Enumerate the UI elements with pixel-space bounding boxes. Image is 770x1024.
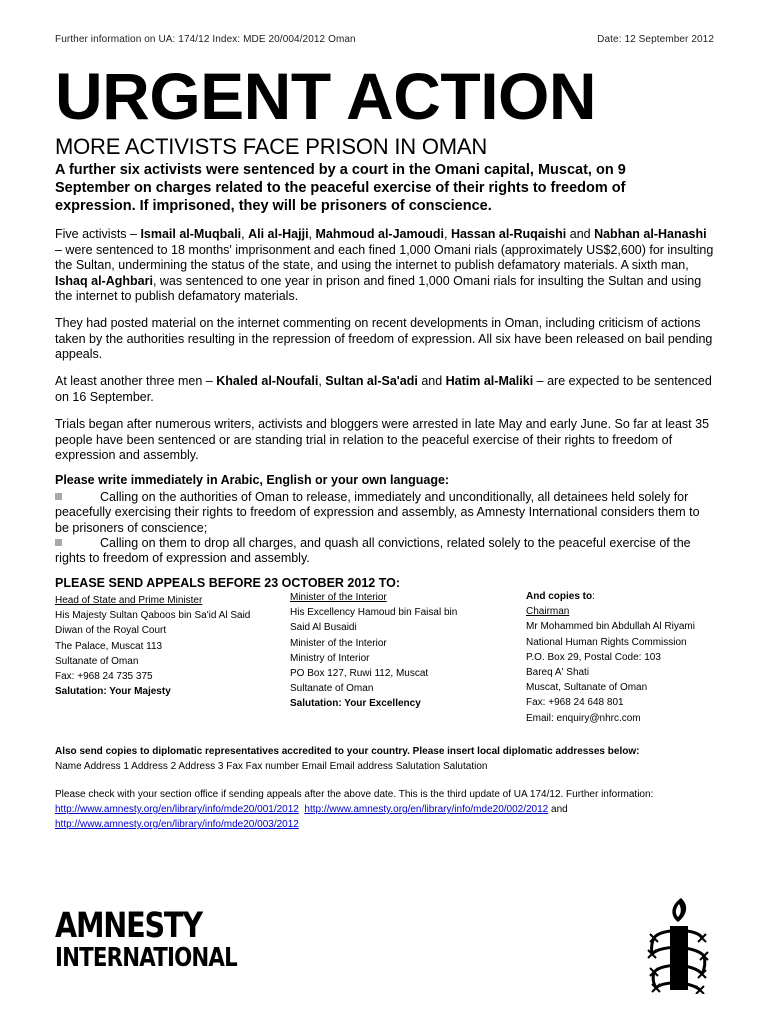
amnesty-logo: [55, 908, 277, 972]
lead-paragraph: A further six activists were sentenced by a court in the Omani capital, Muscat, on 9 September on charges related to the peaceful exercise of their rights to freedom of expression. If imprisoned, they will be prisoners of conscience.: [55, 162, 626, 214]
header-date: Date: 12 September 2012: [597, 34, 714, 45]
address-line: P.O. Box 29, Postal Code: 103: [526, 651, 661, 663]
candle-in-barbed-wire-icon: [640, 894, 712, 994]
diplomatic-copies: [55, 744, 735, 774]
info-link-3[interactable]: http://www.amnesty.org/en/library/info/mde20/003/2012: [55, 819, 299, 830]
list-item: Calling on them to drop all charges, and quash all convictions, related solely to the peaceful exercise of the rights to freedom of expression and assembly.: [55, 535, 691, 566]
paragraph-background: They had posted material on the internet commenting on recent developments in Oman, including criticism of actions taken by the authorities resulting in the repression of freedom of expression. All six have been released on bail pending appeals.: [55, 316, 713, 361]
link-conjunction: and: [551, 804, 568, 815]
address-line: Diwan of the Royal Court: [55, 625, 167, 637]
address-heading: Minister of the Interior: [290, 592, 387, 603]
square-bullet-icon: [55, 539, 62, 546]
appeal-list: [55, 490, 715, 566]
address-line: His Majesty Sultan Qaboos bin Sa'id Al Said: [55, 610, 251, 622]
address-line: Bareq A' Shati: [526, 667, 590, 679]
info-link-1[interactable]: http://www.amnesty.org/en/library/info/mde20/001/2012: [55, 804, 299, 815]
address-head-of-state: [55, 593, 280, 699]
address-line: Fax: +968 24 648 801: [526, 697, 624, 709]
paragraph-expected: At least another three men – Khaled al-Noufali, Sultan al-Sa'adi and Hatim al-Maliki – are expected to be sentenced on 16 September.: [55, 374, 712, 404]
info-link-2[interactable]: http://www.amnesty.org/en/library/info/mde20/002/2012: [304, 804, 549, 815]
paragraph-trials: Trials began after numerous writers, activists and bloggers were arrested in late May and early June. So far at least 35 people have been sentenced or are standing trial in relation to the peaceful exercise of their rights to freedom of expression and assembly.: [55, 417, 710, 462]
further-information-text: Please check with your section office if sending appeals after the above date. This is the third update of UA 174/12. Further information:: [55, 789, 654, 800]
logo-line-1: AMNESTY: [55, 906, 202, 946]
address-line: Muscat, Sultanate of Oman: [526, 682, 648, 694]
page-subtitle: MORE ACTIVISTS FACE PRISON IN OMAN: [55, 134, 488, 159]
address-line: Sultanate of Oman: [290, 683, 374, 695]
paragraph-sentences: Five activists – Ismail al-Muqbali, Ali al-Hajji, Mahmoud al-Jamoudi, Hassan al-Ruqaishi and Nabhan al-Hanashi – were sentenced to 18 months' imprisonment and each fined 1,000 Omani rials (approximately US$2,600) for insulting the Sultan, undermining the status of the state, and using the internet to publish defamatory materials. A sixth man, Ishaq al-Aghbari, was sentenced to one year in prison and fined 1,000 Omani rials for insulting the Sultan and using the internet to publish defamatory materials.: [55, 227, 714, 303]
address-line: National Human Rights Commission: [526, 636, 687, 648]
diplomatic-instruction: Also send copies to diplomatic representatives accredited to your country. Please insert local diplomatic addresses below:: [55, 746, 640, 757]
list-item: Calling on the authorities of Oman to release, immediately and unconditionally, all detainees held solely for peacefully exercising their rights to freedom of expression and assembly, as Amnesty International considers them to be prisoners of conscience;: [55, 490, 700, 535]
address-line: Sultanate of Oman: [55, 655, 139, 667]
square-bullet-icon: [55, 493, 62, 500]
further-information: [55, 787, 735, 832]
address-heading: And copies to: [526, 591, 593, 602]
address-line: The Palace, Muscat 113: [55, 640, 163, 652]
address-line: Email: enquiry@nhrc.com: [526, 712, 641, 724]
address-subheading: Chairman: [526, 606, 570, 618]
address-line: Mr Mohammed bin Abdullah Al Riyami: [526, 621, 695, 633]
address-heading: Head of State and Prime Minister: [55, 595, 203, 606]
address-line: Ministry of Interior: [290, 652, 370, 664]
address-line: PO Box 127, Ruwi 112, Muscat: [290, 668, 429, 680]
page-title: URGENT ACTION: [55, 59, 597, 133]
address-line: Minister of the Interior: [290, 637, 387, 649]
salutation: Salutation: Your Majesty: [55, 686, 171, 698]
address-copies-to: [526, 589, 726, 726]
send-appeals-heading: PLEASE SEND APPEALS BEFORE 23 OCTOBER 2012 TO:: [55, 576, 400, 590]
appeal-heading: Please write immediately in Arabic, English or your own language:: [55, 473, 450, 487]
header-reference: Further information on UA: 174/12 Index: MDE 20/004/2012 Oman: [55, 34, 356, 45]
salutation: Salutation: Your Excellency: [290, 698, 421, 710]
heading-colon: :: [592, 591, 595, 602]
diplomatic-placeholder: Name Address 1 Address 2 Address 3 Fax Fax number Email Email address Salutation Salutation: [55, 761, 488, 772]
address-minister-interior: [290, 590, 510, 712]
logo-line-2: INTERNATIONAL: [55, 943, 237, 973]
address-line: Fax: +968 24 735 375: [55, 671, 153, 683]
address-line: His Excellency Hamoud bin Faisal bin Said Al Busaidi: [290, 607, 458, 634]
